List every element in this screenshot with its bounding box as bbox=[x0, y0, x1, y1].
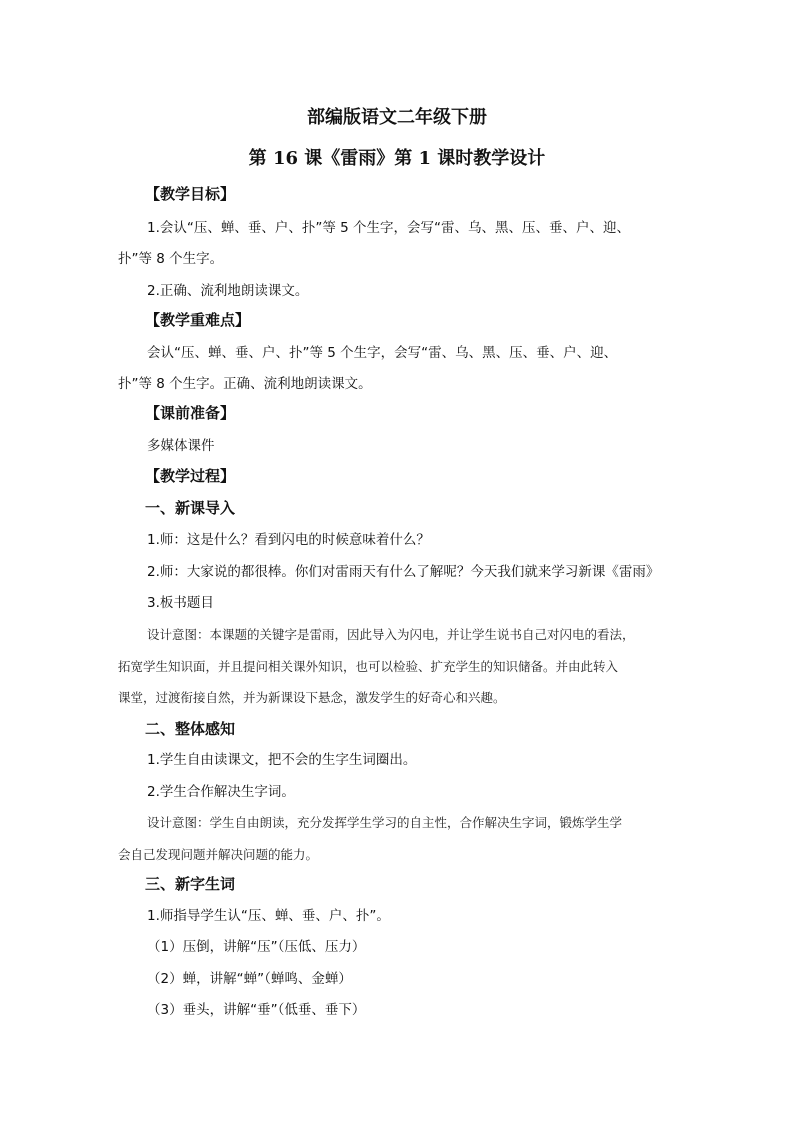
objectives-heading: 【教学目标】 bbox=[145, 185, 236, 203]
key-points-heading: 【教学重难点】 bbox=[145, 311, 251, 329]
part-3-item-1: 1.师指导学生认“压、蝉、垂、户、扑”。 bbox=[147, 908, 390, 924]
process-heading: 【教学过程】 bbox=[145, 467, 236, 485]
part-3-heading: 三、新字生词 bbox=[145, 875, 236, 893]
objectives-item-1-line-1: 1.会认“压、蝉、垂、户、扑”等 5 个生字，会写“雷、乌、黑、压、垂、户、迎、 bbox=[147, 220, 631, 236]
part-2-heading: 二、整体感知 bbox=[145, 720, 236, 738]
part-2-note-line-2: 会自己发现问题并解决问题的能力。 bbox=[118, 847, 319, 862]
key-points-line-1: 会认“压、蝉、垂、户、扑”等 5 个生字，会写“雷、乌、黑、压、垂、户、迎、 bbox=[147, 345, 618, 361]
key-points-line-2: 扑”等 8 个生字。正确、流利地朗读课文。 bbox=[118, 376, 372, 392]
document-title: 部编版语文二年级下册 bbox=[307, 107, 487, 128]
part-2-note-line-1: 设计意图：学生自由朗读，充分发挥学生学习的自主性，合作解决生字词，锻炼学生学 bbox=[147, 815, 623, 830]
part-1-note-line-2: 拓宽学生知识面，并且提问相关课外知识，也可以检验、扩充学生的知识储备。并由此转入 bbox=[118, 659, 619, 674]
document-subtitle: 第 16 课《雷雨》第 1 课时教学设计 bbox=[248, 148, 546, 169]
preparation-text: 多媒体课件 bbox=[147, 438, 215, 454]
part-2-item-2: 2.学生合作解决生字词。 bbox=[147, 784, 295, 800]
part-1-item-3: 3.板书题目 bbox=[147, 595, 214, 611]
objectives-item-1-line-2: 扑”等 8 个生字。 bbox=[118, 251, 224, 267]
part-1-note-line-1: 设计意图：本课题的关键字是雷雨，因此导入为闪电，并让学生说书自己对闪电的看法， bbox=[147, 627, 635, 642]
part-3-sub-3: （3）垂头，讲解“垂”（低垂、垂下） bbox=[147, 1002, 366, 1018]
part-3-sub-1: （1）压倒，讲解“压”（压低、压力） bbox=[147, 939, 366, 955]
part-1-item-2: 2.师：大家说的都很棒。你们对雷雨天有什么了解呢？今天我们就来学习新课《雷雨》 bbox=[147, 564, 660, 580]
part-3-sub-2: （2）蝉，讲解“蝉”（蝉鸣、金蝉） bbox=[147, 971, 352, 987]
part-1-heading: 一、新课导入 bbox=[145, 499, 236, 517]
part-1-note-line-3: 课堂，过渡衔接自然，并为新课设下悬念，激发学生的好奇心和兴趣。 bbox=[118, 690, 506, 705]
part-1-item-1: 1.师：这是什么？看到闪电的时候意味着什么？ bbox=[147, 532, 430, 548]
objectives-item-2: 2.正确、流利地朗读课文。 bbox=[147, 283, 309, 299]
part-2-item-1: 1.学生自由读课文，把不会的生字生词圈出。 bbox=[147, 752, 417, 768]
preparation-heading: 【课前准备】 bbox=[145, 404, 236, 422]
